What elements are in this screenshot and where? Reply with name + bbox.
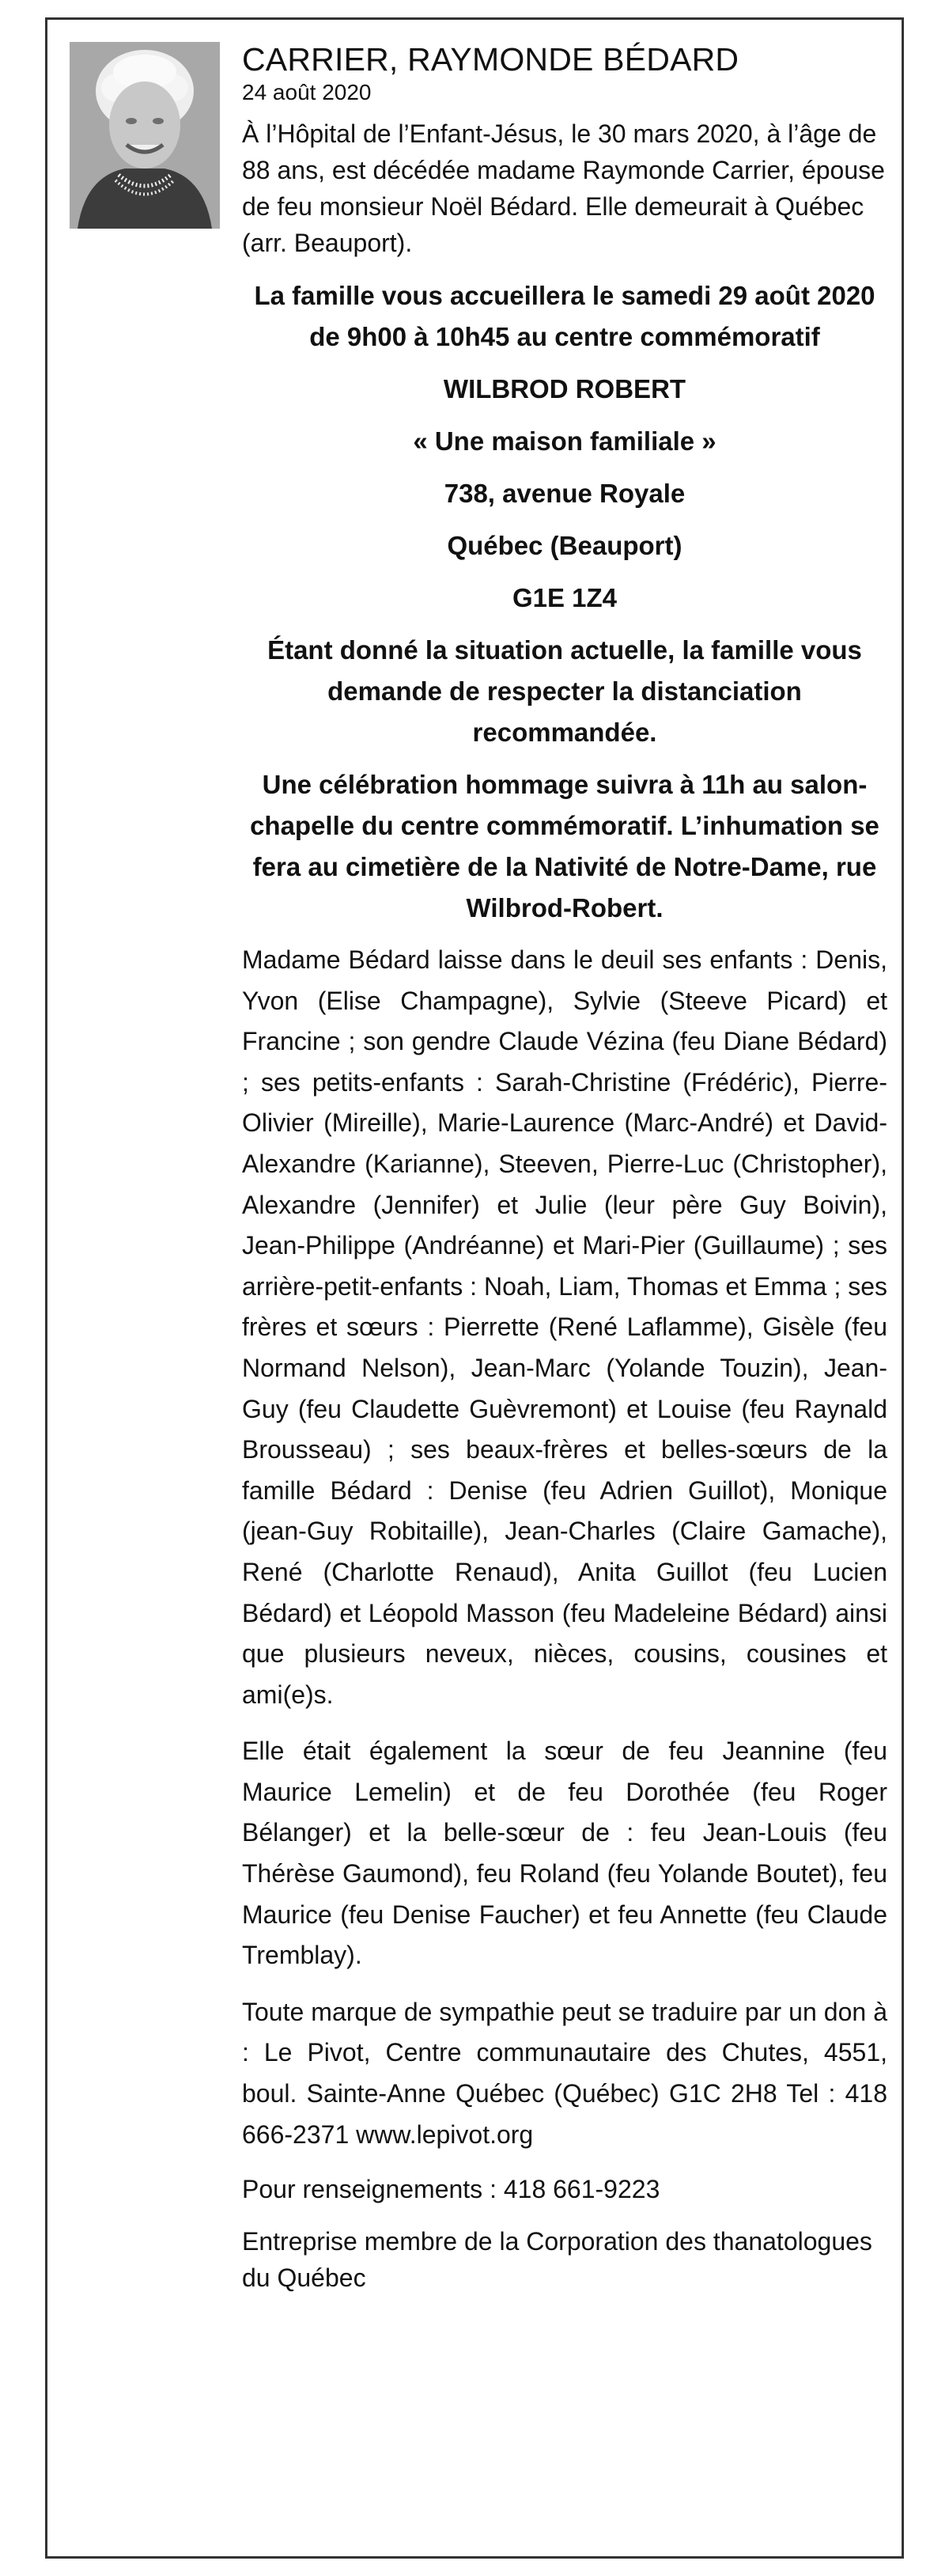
address-postal: G1E 1Z4 xyxy=(512,583,618,612)
address-street: 738, avenue Royale xyxy=(444,479,686,508)
funeral-details xyxy=(239,275,890,929)
venue-slogan: « Une maison familiale » xyxy=(413,426,716,456)
membership-note: Entreprise membre de la Corporation des thanatologues du Québec xyxy=(242,2227,872,2293)
ceremony-notice: Une célébration hommage suivra à 11h au salon-chapelle du centre commémoratif. L’inhumation se fera au cimetière de la Nativité de Notre-Dame, rue Wilbrod-Robert. xyxy=(250,770,879,922)
info-phone: Pour renseignements : 418 661-9223 xyxy=(242,2175,660,2204)
visitation-text: La famille vous accueillera le samedi 29 août 2020 de 9h00 à 10h45 au centre commémoratif xyxy=(254,281,875,351)
portrait-photo xyxy=(70,42,220,229)
family-paragraph: Madame Bédard laisse dans le deuil ses enfants : Denis, Yvon (Elise Champagne), Sylvie (Steeve Picard) et Francine ; son gendre Claude Vézina (feu Diane Bédard) ; ses petits-enfants : Sarah-Christine (Frédéric), Pierre-Olivier (Mireille), Marie-Laurence (Marc-André) et David-Alexandre (Karianne), Steeven, Pierre-Luc (Christopher), Alexandre (Jennifer) et Julie (leur père Guy Boivin), Jean-Philippe (Andréanne) et Mari-Pier (Guillaume) ; ses arrière-petit-enfants : Noah, Liam, Thomas et Emma ; ses frères et sœurs : Pierrette (René Laflamme), Gisèle (feu Normand Nelson), Jean-Marc (Yolande Touzin), Jean-Guy (feu Claudette Guèvremont) et Louise (feu Raynald Brousseau) ; ses beaux-frères et belles-sœurs de la famille Bédard : Denise (feu Adrien Guillot), Monique (jean-Guy Robitaille), Jean-Charles (Claire Gamache), René (Charlotte Renaud), Anita Guillot (feu Lucien Bédard) et Léopold Masson (feu Madeleine Bédard) ainsi que plusieurs neveux, nièces, cousins, cousines et ami(e)s. xyxy=(242,945,887,1709)
publication-date: 24 août 2020 xyxy=(242,80,372,104)
venue-name: WILBROD ROBERT xyxy=(443,374,686,403)
deceased-name: CARRIER, RAYMONDE BÉDARD xyxy=(242,41,739,78)
distancing-notice: Étant donné la situation actuelle, la famille vous demande de respecter la distanciation recommandée. xyxy=(267,635,862,747)
address-city: Québec (Beauport) xyxy=(447,531,682,560)
death-announcement: À l’Hôpital de l’Enfant-Jésus, le 30 mars 2020, à l’âge de 88 ans, est décédée madame Raymonde Carrier, épouse de feu monsieur Noël Bédard. Elle demeurait à Québec (arr. Beauport). xyxy=(242,119,885,257)
deceased-siblings-paragraph: Elle était également la sœur de feu Jeannine (feu Maurice Lemelin) et de feu Dorothée (feu Roger Bélanger) et la belle-sœur de : feu Jean-Louis (feu Thérèse Gaumond), feu Roland (feu Yolande Boutet), feu Maurice (feu Denise Faucher) et feu Annette (feu Claude Tremblay). xyxy=(242,1737,887,1970)
portrait-image xyxy=(70,42,220,229)
obituary-content xyxy=(242,40,887,2312)
donation-paragraph: Toute marque de sympathie peut se traduire par un don à : Le Pivot, Centre communautaire des Chutes, 4551, boul. Sainte-Anne Québec (Québec) G1C 2H8 Tel : 418 666-2371 www.lepivot.org xyxy=(242,1997,887,2149)
